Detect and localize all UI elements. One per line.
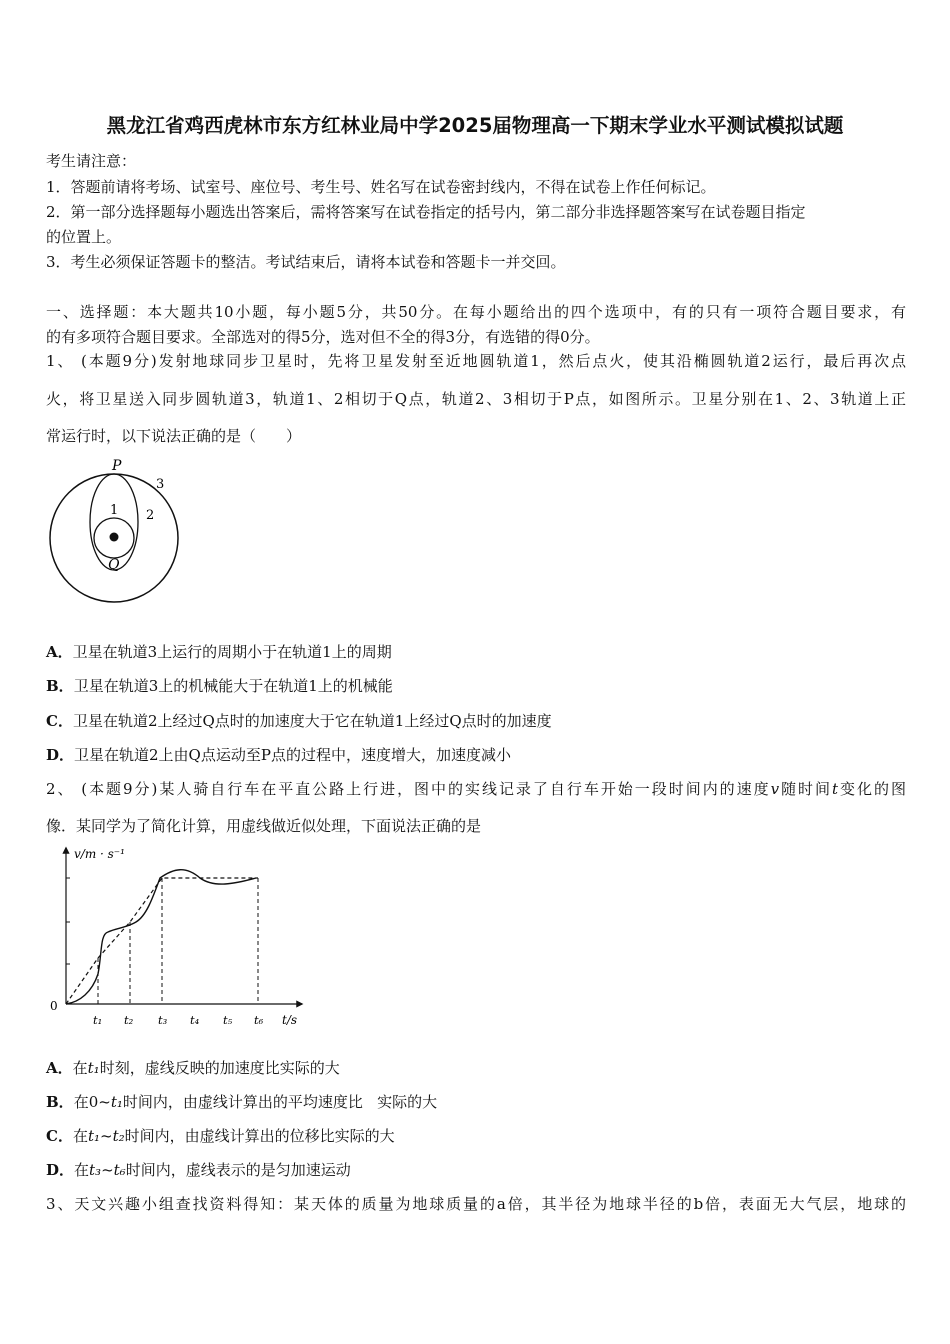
option-var: t₃~t₆ <box>89 1161 126 1179</box>
option-label: C． <box>46 1127 73 1145</box>
q1-option-b[interactable] <box>46 676 393 696</box>
q2-option-a[interactable] <box>46 1058 340 1078</box>
label-1: 1 <box>110 503 119 518</box>
option-label: A． <box>46 1059 73 1077</box>
option-label: C． <box>46 712 73 730</box>
option-text: 在0~ <box>73 1093 111 1111</box>
label-3: 3 <box>156 477 165 492</box>
origin-label: 0 <box>50 999 58 1013</box>
label-2: 2 <box>146 508 155 523</box>
vertical-dashes <box>98 878 258 1004</box>
option-var: t₁ <box>87 1059 100 1077</box>
velocity-time-graph <box>44 842 314 1032</box>
section-intro-line-2: 的有多项符合题目要求。全部选对的得5分，选对但不全的得3分，有选错的得0分。 <box>46 328 600 346</box>
option-text: 在 <box>72 1059 88 1077</box>
orbit-diagram <box>40 452 190 612</box>
label-q: Q <box>108 557 120 573</box>
var-v: v <box>770 780 780 798</box>
q2-option-c[interactable] <box>46 1126 395 1146</box>
option-text: 在 <box>74 1161 90 1179</box>
text-run: 随时间 <box>779 780 833 798</box>
q1-stem-line-3: 常运行时，以下说法正确的是（ ） <box>46 427 302 445</box>
y-axis-label: v/m · s⁻¹ <box>74 847 125 861</box>
section-intro-line-1: 一、选择题：本大题共10小题，每小题5分，共50分。在每小题给出的四个选项中，有的只有一项符合题目要求，有 <box>46 303 906 321</box>
option-label: B． <box>46 1093 74 1111</box>
option-text: 时间内，由虚线计算出的位移比实际的大 <box>124 1127 395 1145</box>
option-label: A． <box>46 643 73 661</box>
option-text: 卫星在轨道2上由Q点运动至P点的过程中，速度增大，加速度减小 <box>74 746 511 764</box>
notice-item-2a: 2．第一部分选择题每小题选出答案后，需将答案写在试卷指定的括号内，第二部分非选择题答案写在试卷题目指定 <box>46 203 806 221</box>
q1-stem-line-2: 火，将卫星送入同步圆轨道3，轨道1、2相切于Q点，轨道2、3相切于P点，如图所示。卫星分别在1、2、3轨道上正 <box>46 390 906 408</box>
text-run: 变化的图 <box>838 780 906 798</box>
q2-stem-line-1 <box>46 779 906 799</box>
option-text: 在 <box>72 1127 88 1145</box>
q2-option-d[interactable] <box>46 1160 351 1180</box>
var-t: t <box>832 780 839 798</box>
option-label: D． <box>46 1161 75 1179</box>
option-text: 时间内，由虚线计算出的平均速度比 实际的大 <box>122 1093 438 1111</box>
actual-velocity-curve <box>66 870 256 1004</box>
tick-t3: t₃ <box>158 1013 168 1027</box>
q1-option-d[interactable] <box>46 745 511 765</box>
tick-t4: t₄ <box>190 1013 200 1027</box>
q3-stem-line-1: 3、天文兴趣小组查找资料得知：某天体的质量为地球质量的a倍，其半径为地球半径的b倍，表面无大气层，地球的 <box>46 1195 906 1213</box>
notice-item-3: 3．考生必须保证答题卡的整洁。考试结束后，请将本试卷和答题卡一并交回。 <box>46 253 566 271</box>
option-text: 卫星在轨道3上的机械能大于在轨道1上的机械能 <box>73 677 393 695</box>
option-text: 卫星在轨道2上经过Q点时的加速度大于它在轨道1上经过Q点时的加速度 <box>72 712 552 730</box>
tick-t5: t₅ <box>223 1013 233 1027</box>
text-run: 2、 (本题9分)某人骑自行车在平直公路上行进，图中的实线记录了自行车开始一段时间内的速度 <box>46 780 771 798</box>
option-label: B． <box>46 677 74 695</box>
paper-title: 黑龙江省鸡西虎林市东方红林业局中学2025届物理高一下期末学业水平测试模拟试题 <box>106 114 844 137</box>
tick-labels <box>93 1013 264 1027</box>
q1-stem-line-1: 1、 (本题9分)发射地球同步卫星时，先将卫星发射至近地圆轨道1，然后点火，使其沿椭圆轨道2运行，最后再次点 <box>46 352 906 370</box>
option-text: 时间内，虚线表示的是匀加速运动 <box>125 1161 351 1179</box>
tick-t6: t₆ <box>254 1013 264 1027</box>
option-label: D． <box>46 746 75 764</box>
x-axis-label: t/s <box>282 1013 298 1027</box>
tick-t1: t₁ <box>93 1013 103 1027</box>
tick-t2: t₂ <box>124 1013 134 1027</box>
notice-item-1: 1．答题前请将考场、试室号、座位号、考生号、姓名写在试卷密封线内，不得在试卷上作任何标记。 <box>46 178 716 196</box>
label-p: P <box>112 458 122 474</box>
option-text: 时刻，虚线反映的加速度比实际的大 <box>99 1059 340 1077</box>
q2-stem-line-2: 像．某同学为了简化计算，用虚线做近似处理，下面说法正确的是 <box>46 817 482 835</box>
q1-option-a[interactable] <box>46 642 392 662</box>
q2-option-b[interactable] <box>46 1092 437 1112</box>
option-text: 卫星在轨道3上运行的周期小于在轨道1上的周期 <box>72 643 392 661</box>
notice-item-2b: 的位置上。 <box>46 228 122 246</box>
orbit-2-ellipse <box>90 474 138 570</box>
option-var: t₁~t₂ <box>87 1127 125 1145</box>
q1-option-c[interactable] <box>46 711 552 731</box>
option-var: t₁ <box>110 1093 123 1111</box>
notice-heading: 考生请注意： <box>46 152 137 170</box>
earth-dot <box>110 533 119 542</box>
